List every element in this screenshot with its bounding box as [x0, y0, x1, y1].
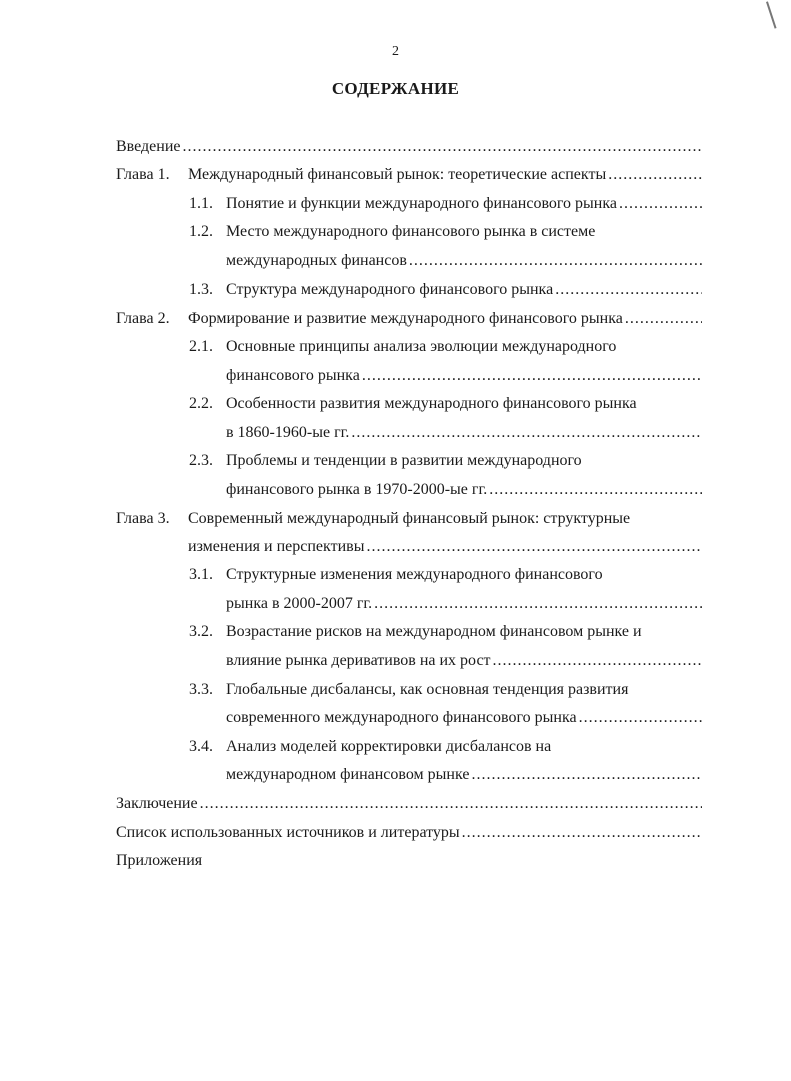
toc-section-3-4-cont	[226, 762, 702, 788]
chapter-title: Международный финансовый рынок: теоретические аспекты	[188, 166, 607, 183]
toc-section-3-1	[189, 562, 702, 588]
section-number: 1.1.	[189, 195, 213, 212]
dot-leader	[351, 420, 702, 446]
toc-section-1-1	[189, 191, 702, 217]
dot-leader	[462, 820, 702, 846]
section-number: 3.2.	[189, 623, 213, 640]
page-number: 2	[392, 44, 399, 59]
toc-section-3-2-cont	[226, 648, 702, 674]
section-title: Место международного финансового рынка в системе	[226, 223, 596, 240]
toc-chapter-3-cont	[188, 534, 702, 560]
section-title: Возрастание рисков на международном финансовом рынке и	[226, 623, 642, 640]
dot-leader	[200, 791, 702, 817]
toc-chapter-1	[116, 162, 702, 188]
section-number: 2.3.	[189, 452, 213, 469]
dot-leader	[489, 477, 702, 503]
section-title: Структура международного финансового рынка	[226, 281, 554, 298]
dot-leader	[374, 591, 702, 617]
chapter-number: Глава 2.	[116, 310, 170, 327]
toc-chapter-2	[116, 306, 702, 332]
dot-leader	[625, 306, 702, 332]
toc-section-1-2	[189, 219, 702, 245]
toc-appendices	[116, 848, 702, 874]
section-title-continued: международных финансов	[226, 252, 407, 269]
section-title-continued: рынка в 2000-2007 гг.	[226, 595, 373, 612]
section-title: Основные принципы анализа эволюции международного	[226, 338, 617, 355]
chapter-number: Глава 1.	[116, 166, 170, 183]
toc-section-1-3	[189, 277, 702, 303]
page-title: СОДЕРЖАНИЕ	[331, 79, 460, 98]
toc-section-2-2	[189, 391, 702, 417]
dot-leader	[555, 277, 702, 303]
section-number: 1.3.	[189, 281, 213, 298]
section-title-continued: финансового рынка	[226, 367, 360, 384]
toc-section-2-2-cont	[226, 420, 702, 446]
section-title: Проблемы и тенденции в развитии международного	[226, 452, 582, 469]
toc-section-3-1-cont	[226, 591, 702, 617]
dot-leader	[619, 191, 702, 217]
section-number: 2.2.	[189, 395, 213, 412]
dot-leader	[493, 648, 702, 674]
section-number: 3.1.	[189, 566, 213, 583]
toc-section-2-3-cont	[226, 477, 702, 503]
toc-section-3-2	[189, 619, 702, 645]
section-number: 3.3.	[189, 681, 213, 698]
toc-conclusion-title: Заключение	[116, 795, 198, 812]
toc-appendices-title: Приложения	[116, 852, 203, 869]
section-title-continued: международном финансовом рынке	[226, 766, 470, 783]
dot-leader	[471, 762, 702, 788]
dot-leader	[409, 248, 702, 274]
chapter-title-continued: изменения и перспективы	[188, 538, 365, 555]
chapter-title: Формирование и развитие международного финансового рынка	[188, 310, 623, 327]
toc-references	[116, 820, 702, 846]
section-number: 2.1.	[189, 338, 213, 355]
dot-leader	[608, 162, 702, 188]
dot-leader	[362, 363, 702, 389]
section-title-continued: современного международного финансового рынка	[226, 709, 577, 726]
toc-section-3-3-cont	[226, 705, 702, 731]
toc-section-3-3	[189, 677, 702, 703]
toc-section-2-1	[189, 334, 702, 360]
chapter-title: Современный международный финансовый рынок: структурные	[188, 510, 631, 527]
scan-mark	[766, 1, 777, 28]
section-title: Особенности развития международного финансового рынка	[226, 395, 637, 412]
section-title-continued: влияние рынка деривативов на их рост	[226, 652, 491, 669]
section-title: Глобальные дисбалансы, как основная тенденция развития	[226, 681, 629, 698]
section-title-continued: финансового рынка в 1970-2000-ые гг.	[226, 481, 488, 498]
dot-leader	[366, 534, 702, 560]
toc-intro	[116, 134, 702, 160]
toc-intro-title: Введение	[116, 138, 181, 155]
section-title: Понятие и функции международного финансового рынка	[226, 195, 617, 212]
dot-leader	[183, 134, 703, 160]
section-number: 1.2.	[189, 223, 213, 240]
toc-references-title: Список использованных источников и литературы	[116, 824, 460, 841]
dot-leader	[579, 705, 702, 731]
toc-section-3-4	[189, 734, 702, 760]
section-title: Анализ моделей корректировки дисбалансов на	[226, 738, 552, 755]
toc-section-2-1-cont	[226, 363, 702, 389]
toc-chapter-3	[116, 506, 702, 532]
section-title-continued: в 1860-1960-ые гг.	[226, 424, 350, 441]
toc-section-2-3	[189, 448, 702, 474]
toc-section-1-2-cont	[226, 248, 702, 274]
section-title: Структурные изменения международного финансового	[226, 566, 603, 583]
toc-conclusion	[116, 791, 702, 817]
section-number: 3.4.	[189, 738, 213, 755]
chapter-number: Глава 3.	[116, 510, 170, 527]
